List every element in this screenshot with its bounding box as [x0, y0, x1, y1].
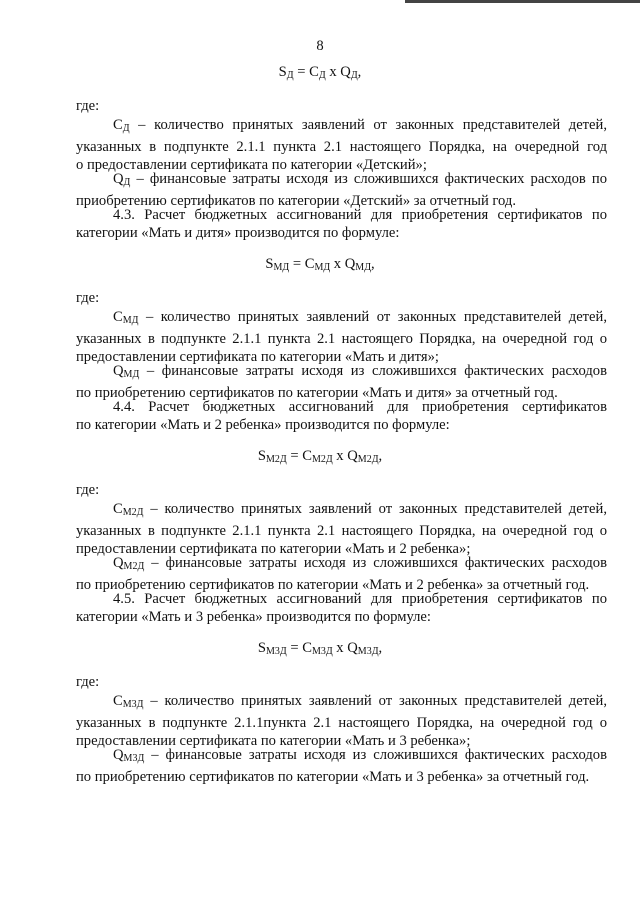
definition-c-children: $C_Д$ – количество принятых заявлений от законных представителей детей, указанных в подпункте 2.1.1 пункта 2.1 настоящего Порядка, на очередной год о предоставлении сертификата по категории «Детский»; — [76, 117, 607, 173]
where-label: где: — [76, 98, 100, 114]
formula-mother-three-children: $S_{М3Д} = C_{М3Д}$ x $Q_{М3Д}$, — [257, 640, 383, 657]
where-label: где: — [76, 674, 100, 690]
definition-q-mother-three-children: $Q_{М3Д}$ – финансовые затраты исходя из сложившихся фактических расходов по приобретению сертификатов по категории «Мать и 3 ребенка» за отчетный год. — [76, 747, 607, 785]
definition-q-children: $Q_Д$ – финансовые затраты исходя из сложившихся фактических расходов по приобретению сертификатов по категории «Детский» за отчетный год. — [76, 171, 607, 209]
definition-c-mother-three-children: $C_{М3Д}$ – количество принятых заявлений от законных представителей детей, указанных в подпункте 2.1.1пункта 2.1 настоящего Порядка, на очередной год о предоставлении сертификата по категории «Мать и 3 ребенка»; — [76, 693, 607, 749]
paragraph-4-4: 4.4. Расчет бюджетных ассигнований для приобретения сертификатов по категории «Мать и 2 ребенка» производится по формуле: — [76, 399, 607, 433]
formula-mother-two-children: $S_{М2Д} = C_{М2Д}$ x $Q_{М2Д}$, — [257, 448, 383, 465]
scan-edge-line — [405, 0, 640, 3]
where-label: где: — [76, 290, 100, 306]
formula-children: $S_Д = C_Д$ x $Q_Д$, — [278, 64, 362, 81]
where-label: где: — [76, 482, 100, 498]
paragraph-4-5: 4.5. Расчет бюджетных ассигнований для приобретения сертификатов по категории «Мать и 3 ребенка» производится по формуле: — [76, 591, 607, 625]
definition-q-mother-two-children: $Q_{М2Д}$ – финансовые затраты исходя из сложившихся фактических расходов по приобретению сертификатов по категории «Мать и 2 ребенка» за отчетный год. — [76, 555, 607, 593]
definition-q-mother-child: $Q_{МД}$ – финансовые затраты исходя из сложившихся фактических расходов по приобретению сертификатов по категории «Мать и дитя» за отчетный год. — [76, 363, 607, 401]
page-number: 8 — [316, 38, 324, 54]
formula-mother-child: $S_{МД} = C_{МД}$ x $Q_{МД}$, — [265, 256, 375, 273]
definition-c-mother-two-children: $C_{М2Д}$ – количество принятых заявлений от законных представителей детей, указанных в подпункте 2.1.1 пункта 2.1 настоящего Порядка, на очередной год о предоставлении сертификата по категории «Мать и 2 ребенка»; — [76, 501, 607, 557]
definition-c-mother-child: $C_{МД}$ – количество принятых заявлений от законных представителей детей, указанных в подпункте 2.1.1 пункта 2.1 настоящего Порядка, на очередной год о предоставлении сертификата по категории «Мать и дитя»; — [76, 309, 607, 365]
paragraph-4-3: 4.3. Расчет бюджетных ассигнований для приобретения сертификатов по категории «Мать и дитя» производится по формуле: — [76, 207, 607, 241]
